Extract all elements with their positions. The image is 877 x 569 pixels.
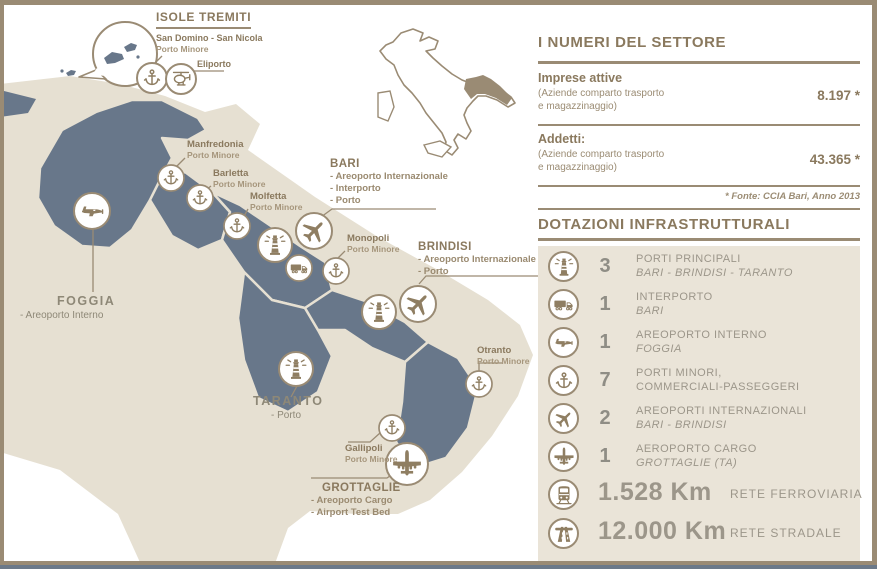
minor-port-label-manfredonia: Manfredonia Porto Minore <box>187 139 244 160</box>
highway-icon <box>548 518 579 549</box>
lighthouse-icon <box>548 251 579 282</box>
minor-port-label-monopoli: Monopoli Porto Minore <box>347 233 400 254</box>
stat-imprese-value: 8.197 * <box>817 88 860 103</box>
divider <box>538 124 860 126</box>
stat-imprese-sub2: e magazzinaggio) <box>538 101 617 112</box>
jet-plane-icon <box>548 403 579 434</box>
stat-addetti-sub1: (Aziende comparto trasporto <box>538 149 665 160</box>
city-label-brindisi: BRINDISI - Areoporto Internazionale - Porto <box>418 241 536 277</box>
truck-icon <box>548 289 579 320</box>
infrastructure-rows <box>538 246 863 561</box>
heliport-label: Eliporto <box>197 59 231 69</box>
stat-addetti-sub2: e magazzinaggio) <box>538 162 617 173</box>
manfredonia-port-marker <box>158 165 184 191</box>
molfetta-port-marker <box>224 213 250 239</box>
infra-count: 1 <box>599 331 611 353</box>
city-label-grottaglie: GROTTAGLIE - Areoporto Cargo - Airport Test Bed <box>311 482 401 518</box>
divider <box>538 61 860 64</box>
infra-count: 1 <box>599 445 611 467</box>
tremiti-port-marker <box>137 63 167 93</box>
monopoli-port-marker <box>323 258 349 284</box>
infra-count: 7 <box>599 369 611 391</box>
stat-imprese-sub1: (Aziende comparto trasporto <box>538 88 665 99</box>
taranto-port-marker <box>279 352 313 386</box>
minor-port-label-gallipoli: Gallipoli Porto Minore <box>345 443 398 464</box>
stat-imprese-label: Imprese attive <box>538 71 623 85</box>
tremiti-port-name: San Domino - San Nicola <box>156 33 263 43</box>
otranto-port-marker <box>466 371 492 397</box>
footer-bar <box>0 565 877 569</box>
infra-count: 2 <box>599 407 611 429</box>
road-network-km: 12.000 Km <box>598 517 727 545</box>
infra-count: 3 <box>599 255 611 277</box>
infra-row-areoporto-interno: 1 AREOPORTO INTERNO FOGGIA <box>538 324 860 362</box>
italy-inset-map <box>378 29 515 157</box>
divider <box>538 185 860 187</box>
tremiti-heliport-marker <box>166 64 196 94</box>
minor-port-label-barletta: Barletta Porto Minore <box>213 168 266 189</box>
brindisi-port-marker <box>362 295 396 329</box>
cargo-plane-icon <box>548 441 579 472</box>
minor-port-label-otranto: Otranto Porto Minore <box>477 345 530 366</box>
infra-row-rete-ferroviaria: 1.528 Km RETE FERROVIARIA <box>538 476 860 514</box>
tremiti-label-block <box>156 8 263 55</box>
infra-count: 1 <box>599 293 611 315</box>
brindisi-airport-marker <box>400 286 436 322</box>
infra-row-interporto: 1 INTERPORTO BARI <box>538 286 860 324</box>
numbers-panel-title: I NUMERI DEL SETTORE <box>538 34 727 51</box>
tremiti-title: ISOLE TREMITI <box>156 10 251 29</box>
city-label-foggia: FOGGIA - Areoporto Interno <box>20 294 116 321</box>
small-plane-icon <box>548 327 579 358</box>
infra-row-porti-minori: 7 PORTI MINORI, COMMERCIALI-PASSEGGERI <box>538 362 860 400</box>
barletta-port-marker <box>187 185 213 211</box>
anchor-icon <box>548 365 579 396</box>
rail-network-km: 1.528 Km <box>598 478 712 506</box>
infra-row-porti-principali: 3 PORTI PRINCIPALI BARI - BRINDISI - TARANTO <box>538 248 860 286</box>
bari-interporto-marker <box>286 255 312 281</box>
infra-row-aeroporto-cargo: 1 AEROPORTO CARGO GROTTAGLIE (TA) <box>538 438 860 476</box>
foggia-airport-marker <box>74 193 110 229</box>
bari-airport-marker <box>296 213 332 249</box>
minor-port-label-molfetta: Molfetta Porto Minore <box>250 191 303 212</box>
divider <box>538 208 860 210</box>
bari-port-marker <box>258 228 292 262</box>
stat-addetti-label: Addetti: <box>538 132 586 146</box>
tremiti-port-type: Porto Minore <box>156 44 209 54</box>
city-label-taranto: TARANTO - Porto <box>253 394 324 421</box>
gallipoli-port-marker <box>379 415 405 441</box>
infra-row-areoporti-internazionali: 2 AREOPORTI INTERNAZIONALI BARI - BRINDISI <box>538 400 860 438</box>
train-icon <box>548 479 579 510</box>
source-note: * Fonte: CCIA Bari, Anno 2013 <box>725 191 860 202</box>
city-label-bari: BARI - Areoporto Internazionale - Interporto - Porto <box>330 158 448 206</box>
infrastructure-panel-title: DOTAZIONI INFRASTRUTTURALI <box>538 216 790 233</box>
divider <box>538 238 860 241</box>
stat-addetti-value: 43.365 * <box>809 152 860 167</box>
infra-row-rete-stradale: 12.000 Km RETE STRADALE <box>538 515 860 553</box>
